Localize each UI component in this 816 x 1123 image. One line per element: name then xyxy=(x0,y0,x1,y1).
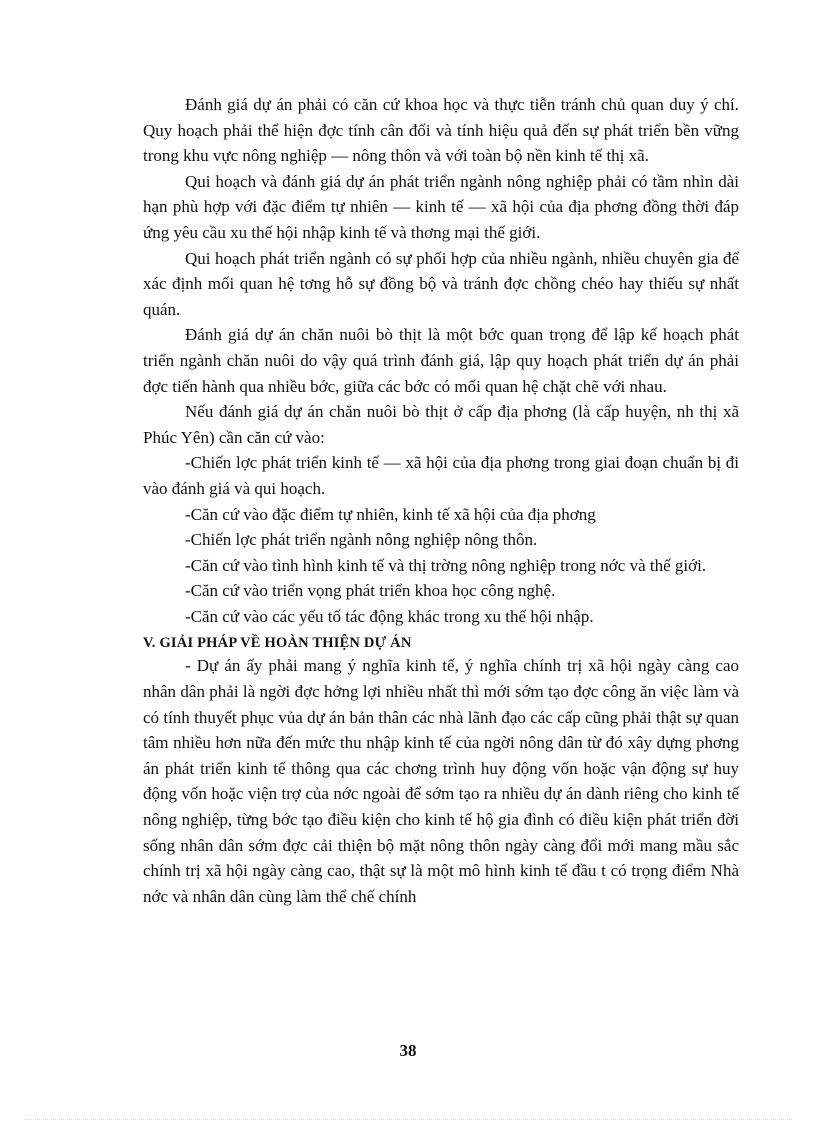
paragraph-2: Qui hoạch và đánh giá dự án phát triển ngành nông nghiệp phải có tầm nhìn dài hạn phù hợp với đặc điểm tự nhiên — kinh tế — xã hội của địa phơng đồng thời đáp ứng yêu cầu xu thế hội nhập kinh tế và thơng mại thế giới. xyxy=(143,171,739,242)
document-body xyxy=(143,92,739,909)
page-number: 38 xyxy=(399,1041,417,1060)
bottom-divider xyxy=(24,1119,792,1120)
list-item-1: -Chiến lợc phát triển kinh tế — xã hội của địa phơng trong giai đoạn chuẩn bị đi vào đánh giá và qui hoạch. xyxy=(143,453,739,498)
closing-paragraph: - Dự án ấy phải mang ý nghĩa kinh tế, ý nghĩa chính trị xã hội ngày càng cao nhân dân phải là ngời đợc hởng lợi nhiều nhất thì mới sớm tạo đợc công ăn việc làm và có tính thuyết phục vủa dự án bản thân các nhà lãnh đạo các cấp cũng phải thật sự quan tâm nhiều hơn nữa đến mức thu nhập kinh tế của ngời nông dân từ đó xây dựng phơng án phát triển kinh tế thông qua các chơng trình huy động vốn hoặc vận động sự huy động vốn hoặc viện trợ của nớc ngoài để sớm tạo ra nhiều dự án dành riêng cho kinh tế nông nghiệp, từng bớc tạo điều kiện cho kinh tế hộ gia đình có điều kiện phát triển đời sống nhân dân sớm đợc cải thiện bộ mặt nông thôn ngày càng đổi mới mang mầu sắc chính trị xã hội ngày càng cao, thật sự là một mô hình kinh tế đầu t có trọng điểm Nhà nớc và nhân dân cùng làm thể chế chính xyxy=(143,656,739,906)
paragraph-5: Nếu đánh giá dự án chăn nuôi bò thịt ở cấp địa phơng (là cấp huyện, nh thị xã Phúc Yên) cần căn cứ vào: xyxy=(143,402,739,447)
paragraph-1: Đánh giá dự án phải có căn cứ khoa học và thực tiễn tránh chủ quan duy ý chí. Quy hoạch phải thể hiện đợc tính cân đối và tính hiệu quả đến sự phát triển bền vững trong khu vực nông nghiệp — nông thôn và với toàn bộ nền kinh tế thị xã. xyxy=(143,95,739,166)
list-item-4: -Căn cứ vào tình hình kinh tế và thị trờng nông nghiệp trong nớc và thế giới. xyxy=(185,555,707,575)
list-item-6: -Căn cứ vào các yếu tố tác động khác trong xu thế hội nhập. xyxy=(185,606,594,626)
list-item-2: -Căn cứ vào đặc điểm tự nhiên, kinh tế xã hội của địa phơng xyxy=(185,504,596,524)
paragraph-4: Đánh giá dự án chăn nuôi bò thịt là một bớc quan trọng để lập kế hoạch phát triển ngành chăn nuôi do vậy quá trình đánh giá, lập quy hoạch phát triển dự án phải đợc tiến hành qua nhiều bớc, giữa các bớc có mối quan hệ chặt chẽ với nhau. xyxy=(143,325,739,396)
list-item-5: -Căn cứ vào triển vọng phát triển khoa học công nghệ. xyxy=(185,581,556,601)
list-item-3: -Chiến lợc phát triển ngành nông nghiệp nông thôn. xyxy=(185,530,538,550)
section-heading: V. GIẢI PHÁP VỀ HOÀN THIỆN DỰ ÁN xyxy=(143,635,412,652)
paragraph-3: Qui hoạch phát triển ngành có sự phối hợp của nhiều ngành, nhiều chuyên gia để xác định mối quan hệ tơng hỗ sự đồng bộ và tránh đợc chồng chéo hay thiếu sự nhất quán. xyxy=(143,248,739,319)
